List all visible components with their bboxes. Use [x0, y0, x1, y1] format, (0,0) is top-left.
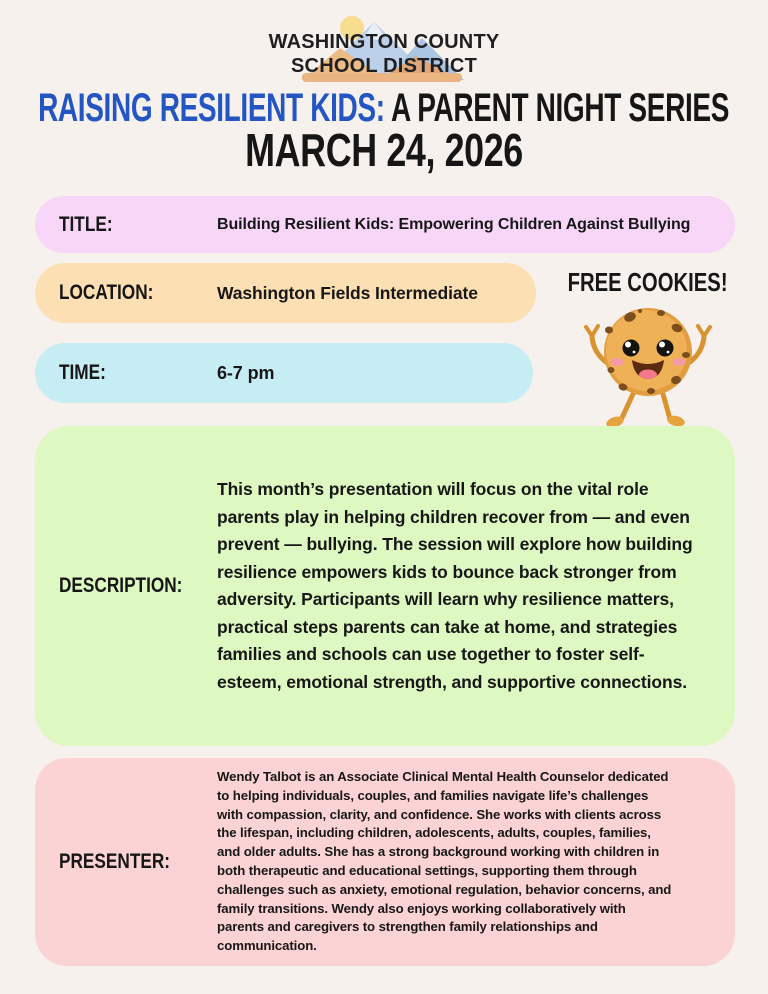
cookie-character-icon	[573, 300, 723, 430]
district-name-line2: SCHOOL DISTRICT	[291, 55, 477, 77]
free-cookies-text: FREE COOKIES!	[568, 267, 729, 297]
free-cookies-promo	[560, 268, 736, 430]
series-title-highlight: RAISING RESILIENT KIDS:	[38, 86, 386, 130]
presenter-label: PRESENTER:	[59, 850, 170, 873]
time-label: TIME:	[59, 361, 106, 384]
presenter-section	[35, 758, 735, 966]
series-title-rest: A PARENT NIGHT SERIES	[391, 86, 730, 130]
district-name-line1: WASHINGTON COUNTY	[268, 31, 500, 53]
location-label: LOCATION:	[59, 281, 154, 304]
time-value: 6-7 pm	[217, 362, 275, 383]
description-section	[35, 426, 735, 746]
time-row	[35, 343, 533, 403]
title-value: Building Resilient Kids: Empowering Children Against Bullying	[217, 215, 691, 233]
event-date: MARCH 24, 2026	[245, 124, 523, 176]
location-row	[35, 263, 536, 323]
title-label: TITLE:	[59, 212, 113, 236]
location-value: Washington Fields Intermediate	[217, 282, 478, 303]
description-label: DESCRIPTION:	[59, 574, 183, 597]
event-date-row	[0, 124, 768, 176]
title-row	[35, 196, 735, 253]
district-logo	[254, 10, 514, 88]
description-text: This month’s presentation will focus on the vital role parents play in helping children recover from — and even prevent — bullying. The session will explore how building resilience empowers kids to bounce back stronger from adversity. Participants will learn why resilience matters, practical steps parents can take at home, and strategies families and schools can use together to foster self-esteem, emotional strength, and supportive connections.	[217, 479, 693, 692]
presenter-text: Wendy Talbot is an Associate Clinical Mental Health Counselor dedicated to helping individuals, couples, and families navigate life’s challenges with compassion, clarity, and confidence. She works with clients across the lifespan, including children, adolescents, adults, couples, families, and older adults. She has a strong background working with children in both therapeutic and educational settings, supporting them through challenges such as anxiety, emotional regulation, behavior concerns, and family transitions. Wendy also enjoys working collaboratively with parents and caregivers to strengthen family relationships and communication.	[217, 769, 672, 954]
series-title	[0, 88, 768, 128]
